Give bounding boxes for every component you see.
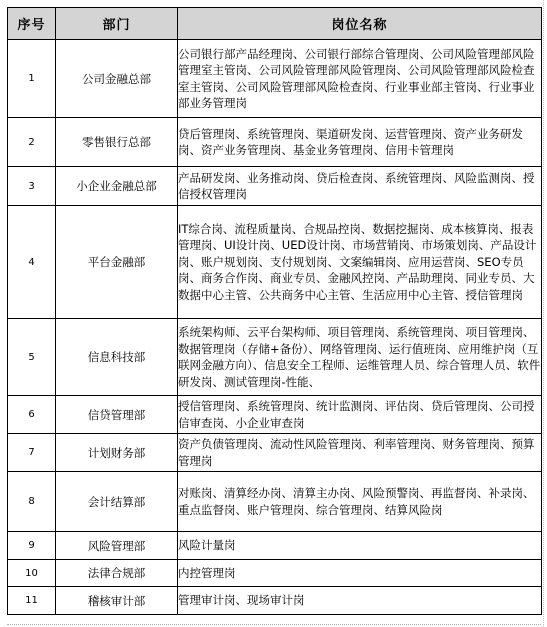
page-break-guide-horizontal <box>7 624 541 626</box>
row-seq: 2 <box>8 118 56 167</box>
row-positions: 风险计量岗 <box>178 532 542 560</box>
table-row <box>8 472 542 532</box>
row-dept: 信贷管理部 <box>56 396 178 434</box>
row-seq: 1 <box>8 40 56 118</box>
row-positions: 资产负债管理岗、流动性风险管理岗、利率管理岗、财务管理岗、预算管理岗 <box>178 434 542 472</box>
row-dept: 会计结算部 <box>56 472 178 532</box>
table-header-row <box>8 8 542 40</box>
row-positions: 产品研发岗、业务推动岗、贷后检查岗、系统管理岗、风险监测岗、授信授权管理岗 <box>178 167 542 206</box>
table-row <box>8 167 542 206</box>
table-row <box>8 587 542 615</box>
row-seq: 8 <box>8 472 56 532</box>
table-row <box>8 560 542 587</box>
header-positions: 岗位名称 <box>178 8 542 40</box>
row-positions: 系统架构师、云平台架构师、项目管理岗、系统管理岗、项目管理岗、数据管理岗（存储+备份）、网络管理岗、运行值班岗、应用维护岗（互联网金融方向）、信息安全工程师、运维管理人员、综合管理人员、软件研发岗、测试管理岗-性能、 <box>178 319 542 396</box>
row-seq: 7 <box>8 434 56 472</box>
header-seq: 序号 <box>8 8 56 40</box>
row-dept: 计划财务部 <box>56 434 178 472</box>
row-dept: 公司金融总部 <box>56 40 178 118</box>
table-frame <box>7 7 542 615</box>
row-seq: 11 <box>8 587 56 615</box>
page-break-guide-vertical <box>543 0 545 627</box>
header-dept: 部门 <box>56 8 178 40</box>
table-row <box>8 532 542 560</box>
row-dept: 小企业金融总部 <box>56 167 178 206</box>
row-dept: 稽核审计部 <box>56 587 178 615</box>
table-row <box>8 396 542 434</box>
row-dept: 平台金融部 <box>56 206 178 319</box>
row-seq: 4 <box>8 206 56 319</box>
row-dept: 法律合规部 <box>56 560 178 587</box>
row-positions: IT综合岗、流程质量岗、合规品控岗、数据挖掘岗、成本核算岗、报表管理岗、UI设计岗、UED设计岗、市场营销岗、市场策划岗、产品设计岗、账户规划岗、支付规划岗、文案编辑岗、应用运营岗、SEO专员岗、商务合作岗、商业专员、金融风控岗、产品助理岗、同业专员、大数据中心主管、公共商务中心主管、生活应用中心主管、授信管理岗 <box>178 206 542 319</box>
row-seq: 9 <box>8 532 56 560</box>
table-row <box>8 434 542 472</box>
row-positions: 贷后管理岗、系统管理岗、渠道研发岗、运营管理岗、资产业务研发岗、资产业务管理岗、基金业务管理岗、信用卡管理岗 <box>178 118 542 167</box>
row-seq: 5 <box>8 319 56 396</box>
table-row <box>8 206 542 319</box>
positions-table <box>7 7 542 615</box>
row-seq: 10 <box>8 560 56 587</box>
row-seq: 3 <box>8 167 56 206</box>
row-dept: 信息科技部 <box>56 319 178 396</box>
row-seq: 6 <box>8 396 56 434</box>
row-positions: 公司银行部产品经理岗、公司银行部综合管理岗、公司风险管理部风险管理室主管岗、公司风险管理部风险管理岗、公司风险管理部风险检查室主管岗、公司风险管理部风险检查岗、行业事业部主管岗、行业事业部业务管理岗 <box>178 40 542 118</box>
row-positions: 管理审计岗、现场审计岗 <box>178 587 542 615</box>
row-positions: 内控管理岗 <box>178 560 542 587</box>
table-row <box>8 118 542 167</box>
row-positions: 对账岗、清算经办岗、清算主办岗、风险预警岗、再监督岗、补录岗、重点监督岗、账户管理岗、综合管理岗、结算风险岗 <box>178 472 542 532</box>
table-row <box>8 319 542 396</box>
row-dept: 风险管理部 <box>56 532 178 560</box>
row-dept: 零售银行总部 <box>56 118 178 167</box>
row-positions: 授信管理岗、系统管理岗、统计监测岗、评估岗、贷后管理岗、公司授信审查岗、小企业审查岗 <box>178 396 542 434</box>
table-row <box>8 40 542 118</box>
